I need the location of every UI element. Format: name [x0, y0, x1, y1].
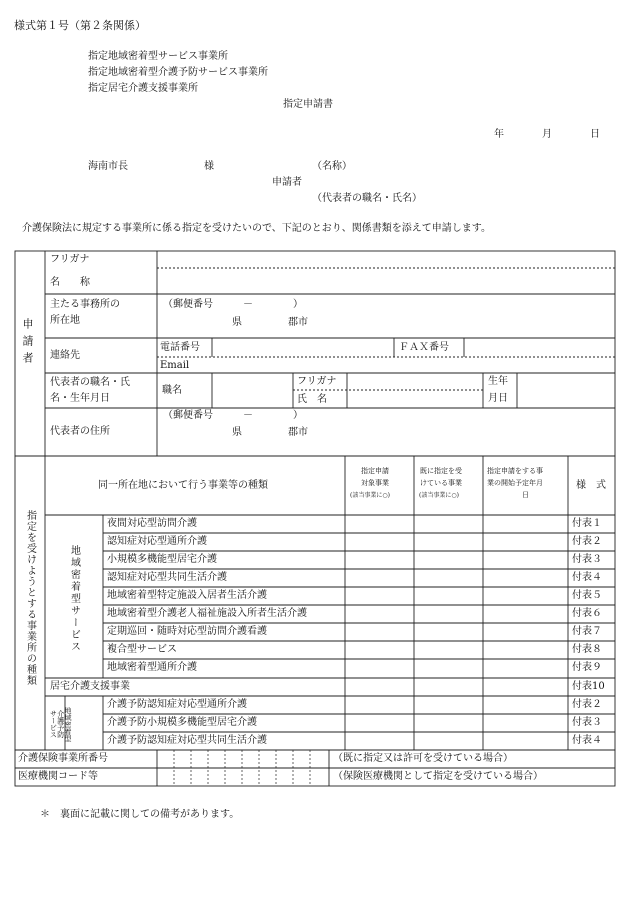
- col-start-3: 日: [522, 491, 529, 499]
- medical-code-label: 医療機関コード等: [18, 771, 98, 782]
- form-ref: 付表10: [572, 681, 605, 692]
- service-item: 複合型サービス: [107, 644, 177, 655]
- position-label: 職名: [162, 385, 182, 396]
- service-item: 地域密着型特定施設入居者生活介護: [107, 590, 267, 601]
- service-item: 地域密着型介護老人福祉施設入所者生活介護: [107, 608, 307, 619]
- office-address-label-1: 主たる事務所の: [50, 299, 120, 310]
- fax-field[interactable]: [465, 339, 614, 356]
- col-apply-3: (該当事業に○): [350, 492, 390, 499]
- rep-postal-code[interactable]: （郵便番号 － ）: [163, 410, 303, 421]
- name-label: 名 称: [50, 277, 90, 288]
- service-item: 認知症対応型共同生活介護: [107, 572, 227, 583]
- form-ref: 付表４: [572, 572, 602, 583]
- name-field[interactable]: [158, 269, 614, 293]
- home-care-item: 居宅介護支援事業: [50, 681, 130, 692]
- col-apply-2: 対象事業: [361, 479, 389, 487]
- rep-city: 郡市: [288, 427, 308, 438]
- office-address-label-2: 所在地: [50, 315, 80, 326]
- rep-address-label: 代表者の住所: [50, 426, 110, 437]
- intro-text: 介護保険法に規定する事業所に係る指定を受けたいので、下記のとおり、関係書類を添えて申請します。: [22, 223, 491, 234]
- form-ref: 付表２: [572, 536, 602, 547]
- city: 郡市: [288, 317, 308, 328]
- date-day: 日: [590, 129, 600, 140]
- col-existing-2: けている事業: [420, 479, 462, 487]
- furigana-field[interactable]: [158, 252, 614, 267]
- rep-label-1: 代表者の職名・氏: [50, 377, 130, 388]
- page-title: 指定申請書: [283, 99, 333, 110]
- form-ref: 付表４: [572, 735, 602, 746]
- addressee: 海南市長: [88, 161, 128, 172]
- birth-label-1: 生年: [488, 376, 508, 387]
- office-type-3: 指定居宅介護支援事業所: [88, 83, 198, 94]
- insurance-number-note: （既に指定又は許可を受けている場合）: [333, 753, 513, 764]
- form-ref: 付表９: [572, 662, 602, 673]
- insurance-number-label: 介護保険事業所番号: [18, 753, 108, 764]
- service-item: 小規模多機能型居宅介護: [107, 554, 217, 565]
- form-number: 様式第１号（第２条関係）: [14, 19, 146, 32]
- form-ref: 付表３: [572, 554, 602, 565]
- prevention-service-label: 地域密着型 介護予防 サービス: [49, 706, 73, 742]
- form-ref: 付表８: [572, 644, 602, 655]
- col-apply-1: 指定申請: [361, 467, 389, 475]
- service-item: 夜間対応型訪問介護: [107, 518, 197, 529]
- service-item: 介護予防認知症対応型共同生活介護: [107, 735, 267, 746]
- service-item: 定期巡回・随時対応型訪問介護看護: [107, 626, 267, 637]
- col-form: 様 式: [576, 480, 606, 491]
- furigana-label: フリガナ: [50, 254, 90, 265]
- form-ref: 付表６: [572, 608, 602, 619]
- medical-code-note: （保険医療機関として指定を受けている場合）: [333, 771, 543, 782]
- honorific: 様: [204, 161, 214, 172]
- back-note: ＊ 裏面に記載に関しての備考があります。: [40, 809, 240, 820]
- form-ref: 付表７: [572, 626, 602, 637]
- form-ref: 付表３: [572, 717, 602, 728]
- date-year: 年: [494, 129, 504, 140]
- rep-prefecture: 県: [232, 427, 242, 438]
- contact-label: 連絡先: [50, 350, 80, 361]
- service-item: 認知症対応型通所介護: [107, 536, 207, 547]
- col-start-1: 指定申請をする事: [487, 467, 543, 475]
- service-item: 介護予防小規模多機能型居宅介護: [107, 717, 257, 728]
- applicant-section-label: 申請者: [21, 318, 34, 369]
- tel-field[interactable]: [213, 339, 393, 356]
- col-existing-3: (該当事業に○): [419, 492, 459, 499]
- office-type-1: 指定地域密着型サービス事業所: [88, 51, 228, 62]
- service-item: 地域密着型通所介護: [107, 662, 197, 673]
- form-ref: 付表５: [572, 590, 602, 601]
- birth-label-2: 月日: [488, 393, 508, 404]
- representative-label: （代表者の職名・氏名）: [312, 193, 422, 204]
- prefecture: 県: [232, 317, 242, 328]
- applicant-name-label: （名称）: [312, 161, 352, 172]
- col-start-2: 業の開始予定年月: [487, 479, 543, 487]
- service-section-label: 指定を受けようとする事業所の種類: [24, 510, 36, 686]
- service-item: 介護予防認知症対応型通所介護: [107, 699, 247, 710]
- medical-code-field[interactable]: [158, 769, 328, 785]
- insurance-number-field[interactable]: [158, 751, 328, 767]
- col-existing-1: 既に指定を受: [420, 467, 462, 475]
- date-month: 月: [542, 129, 552, 140]
- community-service-label: 地域密着型サービス: [68, 545, 80, 653]
- col-service-type: 同一所在地において行う事業等の種類: [98, 480, 268, 491]
- form-ref: 付表２: [572, 699, 602, 710]
- form-ref: 付表１: [572, 518, 602, 529]
- email-label: Email: [160, 360, 190, 371]
- applicant-label: 申請者: [272, 177, 302, 188]
- postal-code[interactable]: （郵便番号 － ）: [163, 299, 303, 310]
- rep-name-label: 氏 名: [297, 394, 327, 405]
- rep-label-2: 名・生年月日: [50, 393, 110, 404]
- rep-furigana-label: フリガナ: [297, 376, 337, 387]
- tel-label: 電話番号: [160, 342, 200, 353]
- office-type-2: 指定地域密着型介護予防サービス事業所: [88, 67, 268, 78]
- fax-label: ＦＡＸ番号: [399, 342, 449, 353]
